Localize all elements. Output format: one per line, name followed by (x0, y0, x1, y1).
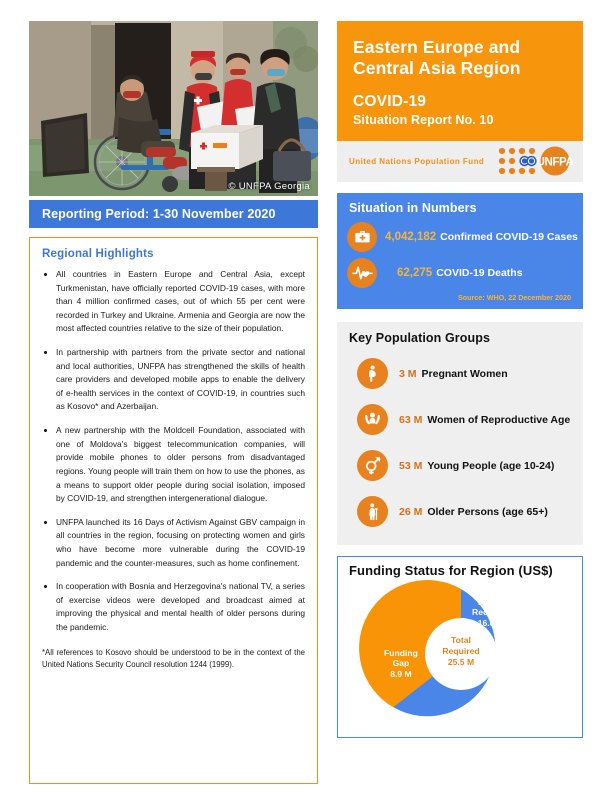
situation-in-numbers-box (337, 193, 583, 309)
key-population-groups-heading: Key Population Groups (349, 330, 490, 345)
medical-kit-icon (347, 222, 377, 252)
pregnant-woman-icon (357, 358, 388, 389)
left-column (29, 21, 318, 784)
group-young-people (347, 443, 573, 489)
report-topic: COVID-19 (353, 92, 427, 110)
aid-delivery-photo (29, 21, 318, 196)
women-reproductive-age-label: Women of Reproductive Age (427, 413, 571, 426)
report-number: Situation Report No. 10 (353, 112, 494, 127)
right-column (337, 21, 583, 738)
funding-donut-chart (346, 580, 576, 732)
funding-gap-label: Funding Gap 8.9 M (384, 647, 418, 680)
stat-confirmed-cases (347, 221, 578, 253)
list-item: In partnership with partners from the private sector and national and local authorities, UNFPA has strengthened the skills of health care providers and developed mobile apps to enable the delivery of e-health services in the context of COVID-19, in countries such as Kosovo* and Azerbaijan. (42, 346, 305, 414)
unfpa-logo (497, 146, 575, 176)
confirmed-cases-value: 4,042,182 (385, 230, 437, 243)
group-older-persons (347, 489, 573, 535)
heartbeat-icon (347, 258, 377, 288)
group-women-reproductive-age (347, 397, 573, 443)
pregnant-women-label: Pregnant Women (421, 367, 508, 380)
situation-heading: Situation in Numbers (349, 200, 477, 215)
un-emblem-icon (519, 156, 536, 166)
older-person-icon (357, 496, 388, 527)
young-people-value: 53 M (399, 459, 423, 472)
older-persons-value: 26 M (399, 505, 423, 518)
confirmed-cases-label: Confirmed COVID-19 Cases (440, 230, 578, 243)
total-required-label: Total Required 25.5 M (442, 634, 480, 668)
young-people-label: Young People (age 10-24) (427, 459, 555, 472)
photo-illustration (29, 21, 318, 196)
key-population-groups-box (337, 322, 583, 545)
reporting-period-bar: Reporting Period: 1-30 November 2020 (29, 200, 318, 228)
regional-highlights-heading: Regional Highlights (42, 248, 154, 260)
data-source: Source: WHO, 22 December 2020 (457, 292, 571, 302)
list-item: A new partnership with the Moldcell Foundation, associated with one of Moldova's biggest telecommunication companies, will provide mobile phones to older persons from disadvantaged regions. Young people will train them on how to use the phones, as a means to support older people during social isolation, imposed by COVID-19, and strengthen intergenerational dialogue. (42, 424, 305, 506)
funding-status-box (337, 556, 583, 738)
gender-symbol-icon (357, 450, 388, 481)
caring-hands-icon (357, 404, 388, 435)
pregnant-women-value: 3 M (399, 367, 417, 380)
group-pregnant-women (347, 351, 573, 397)
photo-credit: © UNFPA Georgia (228, 181, 310, 192)
organization-band (337, 141, 583, 182)
list-item: All countries in Eastern Europe and Central Asia, except Turkmenistan, have officially reported COVID-19 cases, with more than 4 million confirmed cases, out of which 55 per cent were recorded in Turkey and Ukraine. Armenia and Georgia are now the most affected countries relative to the size of their population. (42, 268, 305, 336)
report-title-block (337, 21, 583, 141)
unfpa-logo-icon (497, 146, 575, 176)
women-reproductive-age-value: 63 M (399, 413, 423, 426)
page-title: Eastern Europe and Central Asia Region (353, 37, 521, 79)
deaths-value: 62,275 (397, 266, 433, 279)
list-item: UNFPA launched its 16 Days of Activism Against GBV campaign in all countries in the region, focusing on protecting women and girls who have become more vulnerable during the COVID-19 pandemic and the counter-measures, such as home confinement. (42, 516, 305, 570)
list-item: In cooperation with Bosnia and Herzegovina's national TV, a series of exercise videos were developed and broadcast aimed at improving the physical and mental health of older persons during the pandemic. (42, 580, 305, 634)
kosovo-footnote: *All references to Kosovo should be understood to be in the context of the United Nations Security Council resolution 1244 (1999). (42, 647, 305, 670)
highlights-list (42, 268, 305, 635)
regional-highlights-box (29, 237, 318, 784)
organization-name: United Nations Population Fund (349, 156, 485, 166)
funds-received-label: Funds Received 16.6 M (472, 596, 510, 629)
svg-text:UNFPA: UNFPA (536, 156, 574, 169)
funding-status-heading: Funding Status for Region (US$) (349, 562, 553, 578)
stat-deaths (347, 257, 573, 289)
older-persons-label: Older Persons (age 65+) (427, 505, 548, 518)
deaths-label: COVID-19 Deaths (436, 266, 523, 279)
